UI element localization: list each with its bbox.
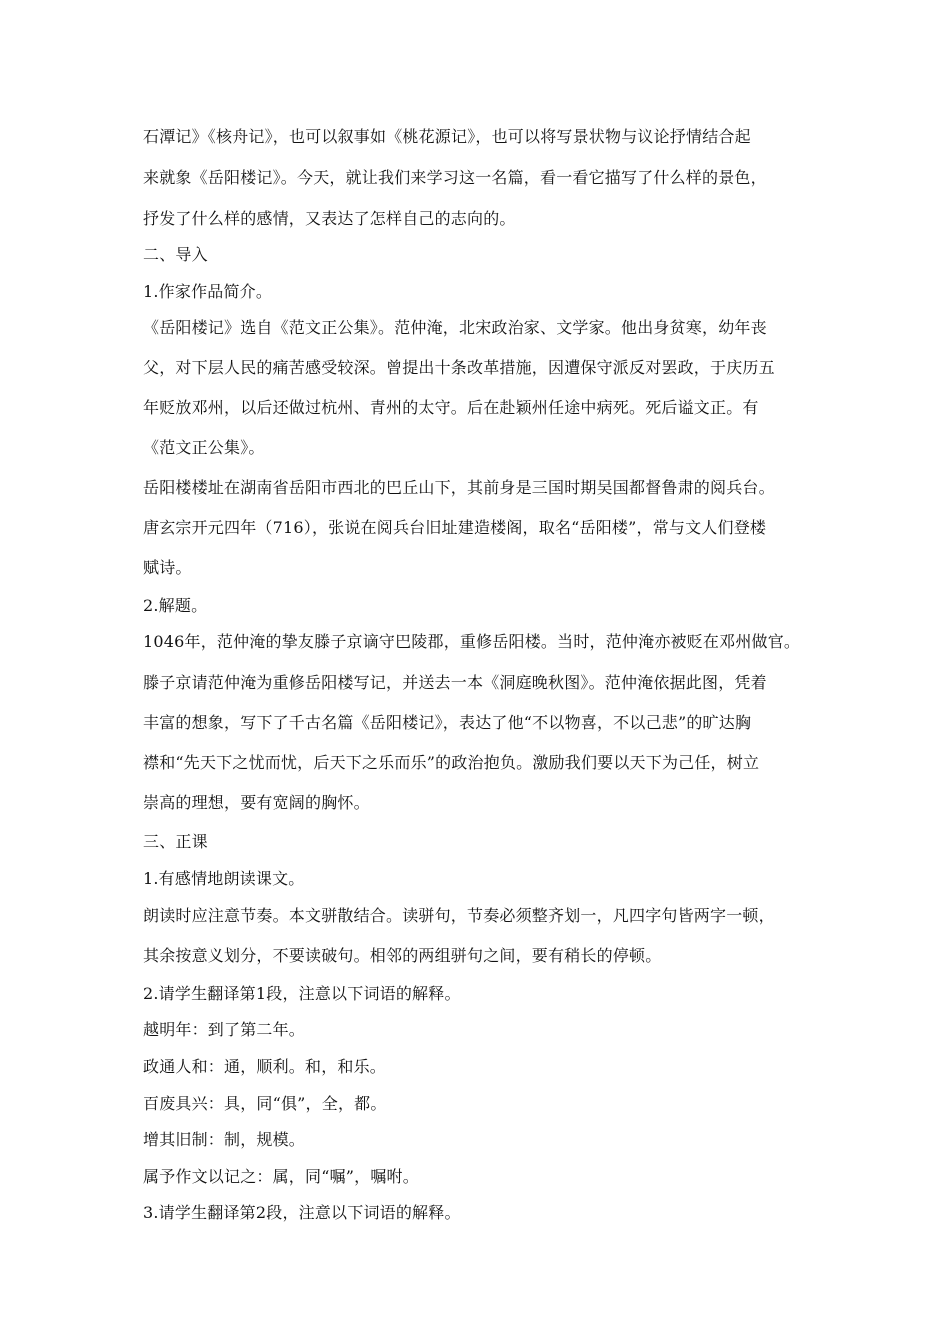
subsection-heading: 1.有感情地朗读课文。 [143,869,305,888]
paragraph-line: 1046年，范仲淹的挚友滕子京谪守巴陵郡，重修岳阳楼。当时，范仲淹亦被贬在邓州做官。 [143,632,801,651]
paragraph-line: 《岳阳楼记》选自《范文正公集》。范仲淹，北宋政治家、文学家。他出身贫寒，幼年丧 [143,318,767,337]
glossary-item: 增其旧制：制，规模。 [143,1130,306,1149]
glossary-item: 属予作文以记之：属，同“嘱”，嘱咐。 [143,1167,419,1186]
subsection-heading: 2.解题。 [143,596,208,615]
subsection-heading: 2.请学生翻译第1段，注意以下词语的解释。 [143,984,461,1003]
paragraph-line: 抒发了什么样的感情，又表达了怎样自己的志向的。 [143,209,516,228]
section-heading: 二、导入 [143,245,208,264]
paragraph-line: 唐玄宗开元四年（716），张说在阅兵台旧址建造楼阁，取名“岳阳楼”，常与文人们登楼 [143,518,767,537]
paragraph-line: 来就象《岳阳楼记》。今天，就让我们来学习这一名篇，看一看它描写了什么样的景色， [143,168,767,187]
paragraph-line: 崇高的理想，要有宽阔的胸怀。 [143,793,370,812]
subsection-heading: 1.作家作品简介。 [143,282,273,301]
paragraph-line: 赋诗。 [143,558,192,577]
section-heading: 三、正课 [143,832,208,851]
paragraph-line: 石潭记》《核舟记》，也可以叙事如《桃花源记》，也可以将写景状物与议论抒情结合起 [143,127,751,146]
subsection-heading: 3.请学生翻译第2段，注意以下词语的解释。 [143,1203,461,1222]
paragraph-line: 年贬放邓州，以后还做过杭州、青州的太守。后在赴颖州任途中病死。死后谥文正。有 [143,398,759,417]
glossary-item: 政通人和：通，顺利。和，和乐。 [143,1057,387,1076]
paragraph-line: 朗读时应注意节奏。本文骈散结合。读骈句，节奏必须整齐划一，凡四字句皆两字一顿， [143,906,775,925]
paragraph-line: 父，对下层人民的痛苦感受较深。曾提出十条改革措施，因遭保守派反对罢政，于庆历五 [143,358,775,377]
paragraph-line: 襟和“先天下之忧而忧，后天下之乐而乐”的政治抱负。激励我们要以天下为己任，树立 [143,753,760,772]
paragraph-line: 丰富的想象，写下了千古名篇《岳阳楼记》，表达了他“不以物喜，不以己悲”的旷达胸 [143,713,752,732]
paragraph-line: 《范文正公集》。 [143,438,265,457]
glossary-item: 百废具兴：具，同“俱”，全，都。 [143,1094,387,1113]
paragraph-line: 岳阳楼楼址在湖南省岳阳市西北的巴丘山下，其前身是三国时期吴国都督鲁肃的阅兵台。 [143,478,775,497]
paragraph-line: 其余按意义划分，不要读破句。相邻的两组骈句之间，要有稍长的停顿。 [143,946,662,965]
paragraph-line: 滕子京请范仲淹为重修岳阳楼写记，并送去一本《洞庭晚秋图》。范仲淹依据此图，凭着 [143,673,767,692]
glossary-item: 越明年：到了第二年。 [143,1020,306,1039]
